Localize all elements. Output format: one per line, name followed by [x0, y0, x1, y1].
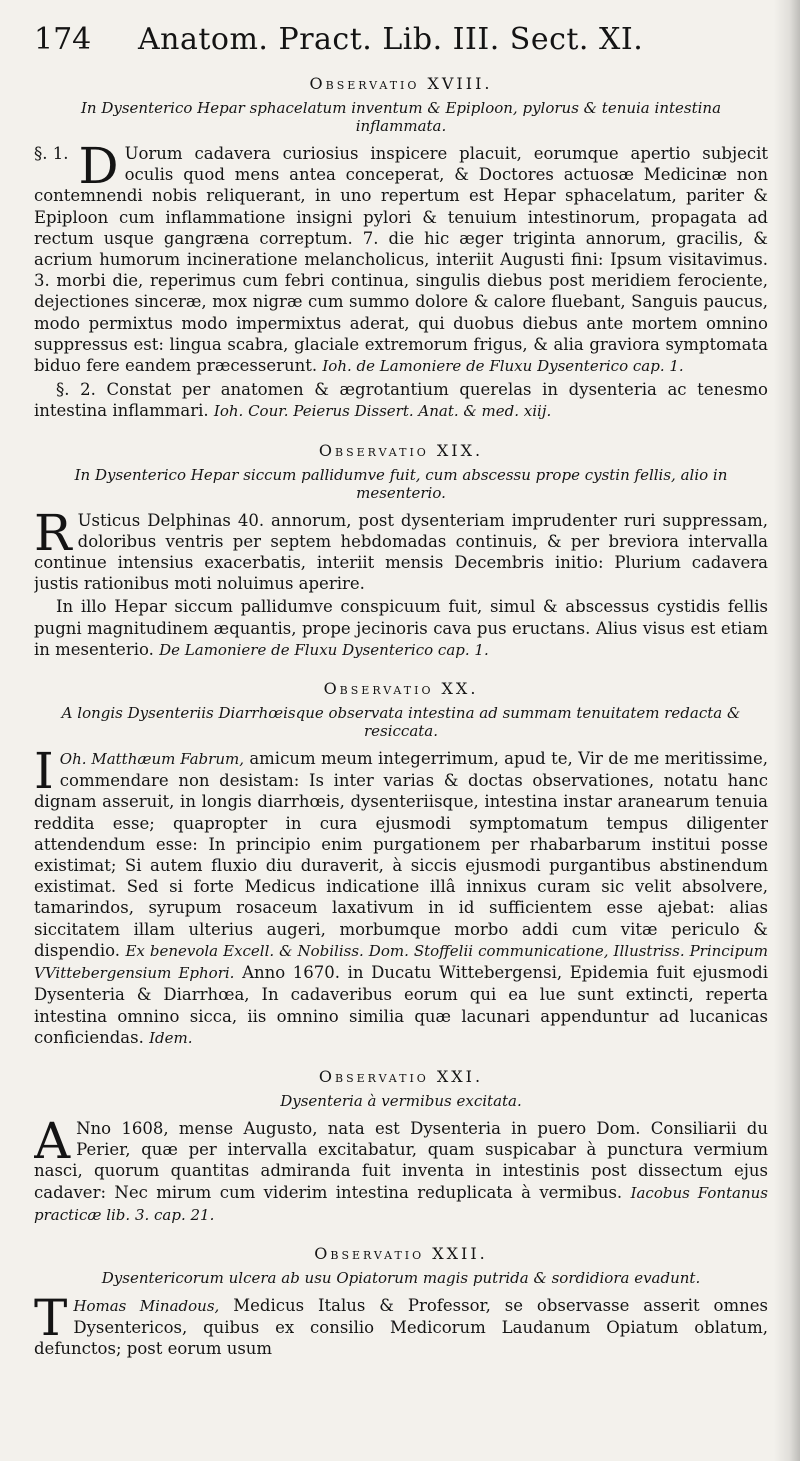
running-head: [34, 22, 768, 66]
citation: Ex benevola Excell. & Nobiliss. Dom. Stoffelii communicatione, Illustriss. Principum VVittebergensium Ephori.: [34, 941, 768, 983]
person-name: Homas Minadous,: [73, 1296, 220, 1315]
obs-18-text: Uorum cadavera curiosius inspicere placuit, eorumque apertio subjecit oculis quod mens antea conceperat, & Doctores actuosæ Medicinæ non contemnendi nobis reliquerant, in uno repertum est Hepar sphacelatum, pariter & Epiploon cum inflammatione insigni pylori & tenuium intestinorum, propagata ad rectum usque gangræna correptum. 7. die hic æger triginta annorum, gracilis, & acrium humorum incineratione melancholicus, interiit Augusti fini: Ipsum visitavimus. 3. morbi die, reperimus cum febri continua, singulis diebus post meridiem ferociente, dejectiones sinceræ, mox nigræ cum summo dolore & calore fluebant, Sanguis paucus, modo permixtus modo impermixtus aderat, qui duobus diebus ante mortem omnino suppressus est: lingua scabra, glaciale extremorum frigus, & alia graviora symptomata biduo fere eandem præcesserunt.: [34, 144, 768, 376]
citation: Ioh. Cour. Peierus Dissert. Anat. & med. xiij.: [213, 402, 552, 421]
obs-22-text: Medicus Italus & Professor, se observasse asserit omnes Dysentericos, quibus ex consilio Medicorum Laudanum Opiatum oblatum, defunctos; post eorum usum: [34, 1295, 768, 1359]
obs-21-text: Nno 1608, mense Augusto, nata est Dysenteria in puero Dom. Consiliarii du Perier, quæ per intervalla excitabatur, quam suspicabar à punctura vermium nasci, quorum quantitas admiranda fuit inventa in intestinis post dissectum ejus cadaver: Nec mirum cum viderim intestina reduplicata à vermibus.: [34, 1118, 768, 1202]
obs-19-paragraph-1: [34, 503, 768, 595]
obs-18-title: Observatio XVIII.: [309, 74, 493, 93]
book-page: [34, 22, 768, 1447]
obs-18-subtitle: In Dysenterico Hepar sphacelatum inventum & Epiploon, pylorus & tenuia intestina inflammata.: [80, 99, 722, 135]
obs-18-text-2: §. 2. Constat per anatomen & ægrotantium querelas in dysenteria ac tenesmo intestina inflammari.: [34, 380, 768, 421]
obs-21-paragraph-1: [34, 1111, 768, 1226]
drop-cap: T: [34, 1288, 68, 1347]
citation: Idem.: [149, 1028, 193, 1047]
obs-20-title: Observatio XX.: [323, 679, 479, 699]
citation: Ioh. de Lamoniere de Fluxu Dysenterico cap. 1.: [322, 357, 684, 376]
obs-19-title: Observatio XIX.: [318, 440, 484, 460]
obs-19-subtitle: In Dysenterico Hepar siccum pallidumve fuit, cum abscessu prope cystin fellis, alio in mesenterio.: [74, 465, 728, 502]
obs-20-text: amicum meum integerrimum, apud te, Vir de me meritissime, commendare non desistam: Is inter varias & doctas observationes, notatu hanc dignam asseruit, in longis diarrhœis, dysenteriisque, intestina instar aranearum tenuia reddita esse; quapropter in cura ejusmodi symptomatum tempus diligenter attendendum esse: In principio enim purgationem per rhabarbarum institui posse existimat; Si autem fluxio diu duraverit, à siccis ejusmodi purgantibus abstinendum existimat. Sed si forte Medicus indicatione illâ innixus curam sic velit absolvere, tamarindos, syrupum rosaceum laxativum in id sufficientem esse ajebat: alias siccitatem illam ulterius augeri, morbumque morbo addi cum vitæ periculo & dispendio.: [34, 749, 768, 960]
citation: De Lamoniere de Fluxu Dysenterico cap. 1.: [159, 640, 489, 659]
page-number: 174: [34, 22, 92, 57]
drop-cap: R: [34, 503, 72, 562]
obs-20-subtitle: A longis Dysenteriis Diarrhœisque observata intestina ad summam tenuitatem redacta & resiccata.: [61, 704, 741, 741]
obs-22-title: Observatio XXII.: [314, 1243, 488, 1263]
drop-cap: D: [78, 137, 119, 195]
drop-cap: A: [34, 1111, 71, 1170]
obs-19-text: Usticus Delphinas 40. annorum, post dysenteriam imprudenter ruri suppressam, doloribus ventris per septem hebdomadas continuis, & per breviora intervalla continue intensius exacerbatis, interiit mensis Decembris initio: Plurium cadavera justis rationibus moti noluimus aperire.: [34, 510, 768, 594]
obs-21-title: Observatio XXI.: [318, 1066, 484, 1086]
obs-22-subtitle: Dysentericorum ulcera ab usu Opiatorum magis putrida & sordidiora evadunt.: [101, 1268, 701, 1287]
running-title: Anatom. Pract. Lib. III. Sect. XI.: [138, 22, 644, 57]
person-name: Oh. Matthæum Fabrum,: [59, 750, 244, 769]
obs-21-subtitle: Dysenteria à vermibus excitata.: [280, 1091, 522, 1110]
drop-cap: I: [34, 742, 54, 801]
citation: Iacobus Fontanus practicæ lib. 3. cap. 21.: [34, 1183, 768, 1224]
obs-19-paragraph-2: [34, 596, 768, 661]
page-edge-shadow: [774, 0, 800, 1461]
obs-20-text-2: Anno 1670. in Ducatu Wittebergensi, Epidemia fuit ejusmodi Dysenteria & Diarrhœa, In cadaveribus eorum qui ea lue sunt extincti, reperta intestina omnino sicca, iis omnino similia quæ lacunari appenduntur ad lucanicas conficiendas.: [34, 963, 768, 1047]
obs-18-paragraph-1: [34, 137, 768, 377]
obs-22-paragraph-1: [34, 1288, 768, 1360]
obs-19-text-2: In illo Hepar siccum pallidumve conspicuum fuit, simul & abscessus cystidis fellis pugni magnitudinem æquantis, prope jecinoris cava pus eructans. Alius visus est etiam in mesenterio.: [34, 597, 768, 659]
obs-18-paragraph-2: [34, 379, 768, 422]
obs-20-paragraph-1: [34, 742, 768, 1049]
section-marker: §. 1.: [34, 144, 69, 163]
